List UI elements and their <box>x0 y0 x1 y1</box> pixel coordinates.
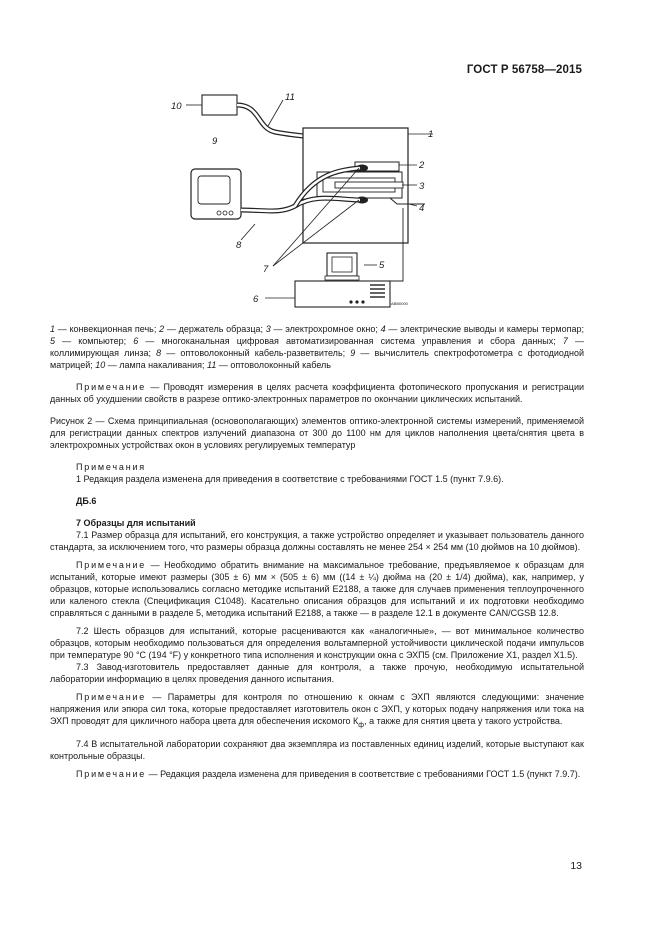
figure-note: Примечание — Проводят измерения в целях расчета коэффициента фотопического пропускания и регистрации данных об ухудшении свойств в разрезе оптико-электронных параметров по окончании циклических испытаний. <box>50 382 584 404</box>
callout-5: 5 <box>379 260 385 271</box>
figure-caption: Рисунок 2 — Схема принципиальная (основополагающих) элементов оптико-электронной системы измерений, применяемой для регистрации данных спектров излучений диапазона от 300 до 1100 нм для циклов наполнения цвета/снятия цвета в электрохромных устройствах окон в условиях регулируемых температур <box>50 416 584 450</box>
clause-7-2: 7.2 Шесть образцов для испытаний, которые расцениваются как «аналогичные», — вот минимальное количество образцов, которым необходимо пользоваться для определения вольтамперной устойчивости циклической подачи импульсов при температуре 90 °С (194 °F) у конкретного типа исполнения и конструкции окна с ЭХП5 (см. Приложение X1, раздел X1.5). <box>50 626 584 660</box>
lamp-box <box>202 95 237 115</box>
callout-10: 10 <box>171 101 182 112</box>
schematic-diagram <box>165 88 435 313</box>
clause-7-4: 7.4 В испытательной лаборатории сохраняют два экземпляра из поставленных единиц изделий, которые выступают как контрольные образцы. <box>50 738 584 761</box>
callout-9: 9 <box>212 136 218 147</box>
callout-1: 1 <box>428 129 434 140</box>
callout-8: 8 <box>236 240 242 251</box>
callout-3: 3 <box>419 181 425 192</box>
callout-7: 7 <box>263 264 269 275</box>
clause-7-3-note: Примечание — Параметры для контроля по отношению к окнам с ЭХП являются следующими: значение напряжения или эпюра сил тока, которые предоставляет изготовитель окон с ЭХП, у которых подачу напряжения или тока на ЭХП проводят для цикличного набора цвета для обеспечения искомого $К_ф$, а также для снятия цвета у такого устройства. <box>50 692 584 729</box>
callout-6: 6 <box>253 294 259 305</box>
callout-11: 11 <box>285 92 295 103</box>
clause-7-1: 7.1 Размер образца для испытаний, его конструкция, а также устройство определяет и указывает пользователь данного стандарта, за исключением того, что размеры образца должны составлять не менее 254 × 254 мм (10 дюймов на 10 дюймов). <box>50 530 584 552</box>
page-body <box>50 323 584 780</box>
clause-7-4-note: Примечание — Редакция раздела изменена для приведения в соответствие с требованиями ГОСТ 1.5 (пункт 7.9.7). <box>76 768 581 779</box>
document-header: ГОСТ Р 56758—2015 <box>466 64 582 76</box>
notes-heading: Примечания <box>76 462 146 472</box>
clause-7-3: 7.3 Завод-изготовитель предоставляет данные для контроля, а также прочую, необходимую испытательной лаборатории информацию в целях проведения данного испытания. <box>50 662 584 684</box>
schematic-figure <box>165 88 435 313</box>
callout-4: 4 <box>419 203 425 214</box>
callout-2: 2 <box>419 160 425 171</box>
notes-item-1: 1 Редакция раздела изменена для приведения в соответствие с требованиями ГОСТ 1.5 (пункт 7.9.6). <box>76 474 504 484</box>
figure-legend: 1 — конвекционная печь; 2 — держатель образца; 3 — электрохромное окно; 4 — электрические выводы и камеры термопар; 5 — компьютер; 6 — многоканальная цифровая автоматизированная система управления и сбора данных; 7 — коллимирующая линза; 8 — оптоволоконный кабель-разветвитель; 9 — вычислитель спектрофотометра с фотодиодной матрицей; 10 — лампа накаливания; 11 — оптоволоконный кабель <box>50 324 584 370</box>
annex-section-db6: ДБ.6 <box>76 496 97 506</box>
page-number: 13 <box>570 860 582 872</box>
device-marking: АВВ0000 <box>391 301 408 306</box>
clause-7-1-note: Примечание — Необходимо обратить внимание на максимальное требование, предъявляемое к образцам для испытаний, которые имеют размеры (305 ± 6) мм × (505 ± 6) мм ((14 ± ¼) дюйма на (20 ± 1/4) дюйма), как, например, у образцов, которые использовались согласно методике испытаний Е2188, а также для случаев применения теплоупроченного или каленого стекла (Спецификация С1048). Касательно описания образцов для испытаний и их подготовки необходимо справляться с данными в разделе 5, методика испытаний Е2188, а также — в разделе 12.1 в документе CAN/CGSB 12.8. <box>50 560 584 618</box>
section-7-title: 7 Образцы для испытаний <box>76 518 196 528</box>
